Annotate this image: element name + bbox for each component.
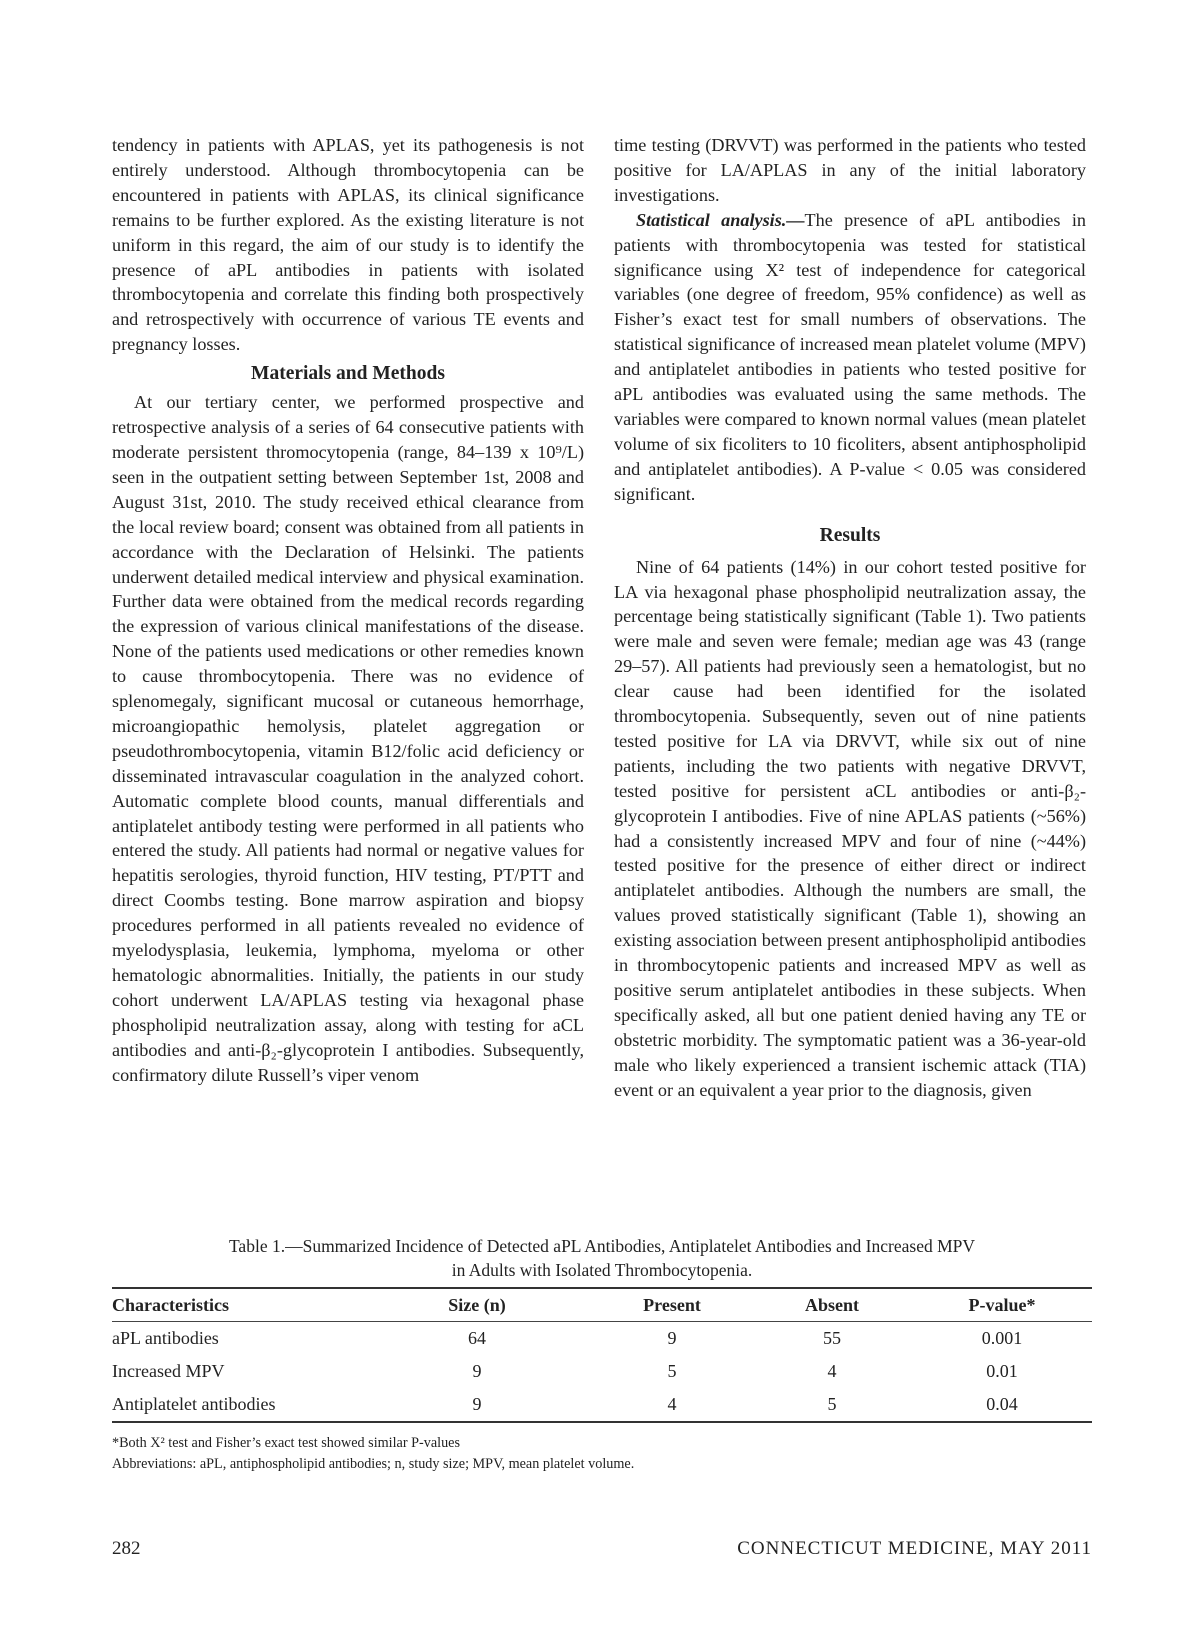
table-cell: 0.04 [986,1394,1018,1414]
table-cell: 55 [823,1328,841,1348]
statistics-text: The presence of aPL antibodies in patients with thrombocytopenia was tested for statistical significance using X² test of independence for categorical variables (one degree of freedom, 95% confidence) as well as Fisher’s exact test for small numbers of observations. The statistical significance of increased mean platelet volume (MPV) and antiplatelet antibodies in patients who tested positive for aPL antibodies was evaluated using the same methods. The variables were compared to known normal values (mean platelet volume of six ficoliters to 10 ficoliters, absent antiphospholipid and antiplatelet antibodies). A P-value < 0.05 was considered significant. [614,209,1086,504]
intro-paragraph: tendency in patients with APLAS, yet its pathogenesis is not entirely understood. Although thrombocytopenia can be encountered in patients with APLAS, its clinical significance remains to be further explored. As the existing literature is not uniform in this regard, the aim of our study is to identify the presence of aPL antibodies in patients with isolated thrombocytopenia and correlate this finding both prospectively and retrospectively with occurrence of various TE events and pregnancy losses. [112,135,584,355]
statistics-heading: Statistical analysis.— [636,209,805,230]
results-table [112,1287,1092,1423]
table-cell: Antiplatelet antibodies [112,1394,276,1414]
table-cell: Increased MPV [112,1361,225,1381]
table-cell: 64 [468,1328,486,1348]
table-1 [112,1234,1092,1475]
table-cell: 9 [667,1328,677,1348]
header-size: Size (n) [448,1294,506,1315]
header-present: Present [643,1294,701,1315]
table-row [112,1322,1092,1356]
table-cell: 0.001 [981,1328,1023,1348]
results-heading: Results [819,524,881,546]
results-paragraph: Nine of 64 patients (14%) in our cohort tested positive for LA via hexagonal phase phospholipid neutralization assay, the percentage being statistically significant (Table 1). Two patients were male and seven were female; median age was 43 (range 29–57). All patients had previously seen a hematologist, but no clear cause had been identified for the isolated thrombocytopenia. Subsequently, seven out of nine patients tested positive for LA via DRVVT, while six out of nine patients, including the two patients with negative DRVVT, tested positive for persistent aCL antibodies or anti-β₂-glycoprotein I antibodies. Five of nine APLAS patients (~56%) had a consistently increased MPV and four of nine (~44%) tested positive for the presence of either direct or indirect antiplatelet antibodies. Although the numbers are small, the values proved statistically significant (Table 1), showing an existing association between present antiphospholipid antibodies in thrombocytopenic patients and increased MPV as well as positive serum antiplatelet antibodies in these subjects. When specifically asked, all but one patient denied having any TE or obstetric morbidity. The symptomatic patient was a 36-year-old male who likely experienced a transient ischemic attack (TIA) event or an equivalent a year prior to the diagnosis, given [614,556,1086,1100]
table-cell: 5 [827,1394,837,1414]
statistics-paragraph [614,208,1086,507]
table-cell: 0.01 [986,1361,1018,1381]
table-footnote-abbreviations: Abbreviations: aPL, antiphospholipid antibodies; n, study size; MPV, mean platelet volume. [112,1456,635,1472]
continuation-paragraph: time testing (DRVVT) was performed in the patients who tested positive for LA/APLAS in any of the initial laboratory investigations. [614,135,1086,205]
table-row [112,1355,1092,1388]
table-cell: 5 [667,1361,677,1381]
table-cell: 9 [472,1394,482,1414]
methods-heading: Materials and Methods [251,363,445,385]
page-number: 282 [112,1538,141,1559]
header-absent: Absent [804,1294,859,1315]
table-header-row [112,1288,1092,1322]
header-characteristics: Characteristics [112,1294,229,1315]
left-column [112,133,584,1088]
table-caption-line-1: Table 1.—Summarized Incidence of Detected aPL Antibodies, Antiplatelet Antibodies and Increased MPV [228,1236,976,1256]
table-cell: 4 [667,1394,677,1414]
table-caption-line-2: in Adults with Isolated Thrombocytopenia. [451,1260,753,1280]
journal-name: CONNECTICUT MEDICINE, MAY 2011 [737,1538,1092,1559]
header-p-value: P-value* [968,1294,1036,1315]
table-cell: 4 [827,1361,837,1381]
table-cell: 9 [472,1361,482,1381]
table-row [112,1388,1092,1422]
table-footnotes [112,1433,1092,1475]
table-footnote-pvalue: *Both X² test and Fisher’s exact test showed similar P-values [112,1435,460,1451]
methods-paragraph: At our tertiary center, we performed prospective and retrospective analysis of a series of 64 consecutive patients with moderate persistent thromocytopenia (range, 84–139 x 10⁹/L) seen in the outpatient setting between September 1st, 2008 and August 31st, 2010. The study received ethical clearance from the local review board; consent was obtained from all patients in accordance with the Declaration of Helsinki. The patients underwent detailed medical interview and physical examination. Further data were obtained from the medical records regarding the expression of various clinical manifestations of the disease. None of the patients used medications or other remedies known to cause thrombocytopenia. There was no evidence of splenomegaly, significant mucosal or cutaneous hemorrhage, microangiopathic hemolysis, platelet aggregation or pseudothrombocytopenia, vitamin B12/folic acid deficiency or disseminated intravascular coagulation in the analyzed cohort. Automatic complete blood counts, manual differentials and antiplatelet antibody testing were performed in all patients who entered the study. All patients had normal or negative values for hepatitis serologies, thyroid function, HIV testing, PT/PTT and direct Coombs testing. Bone marrow aspiration and biopsy procedures performed in all patients revealed no evidence of myelodysplasia, leukemia, lymphoma, myeloma or other hematologic abnormalities. Initially, the patients in our study cohort underwent LA/APLAS testing via hexagonal phase phospholipid neutralization assay, along with testing for aCL antibodies and anti-β₂-glycoprotein I antibodies. Subsequently, confirmatory dilute Russell’s viper venom [112,392,584,1085]
table-cell: aPL antibodies [112,1328,219,1348]
right-column [614,133,1086,1103]
table-caption [112,1234,1092,1282]
